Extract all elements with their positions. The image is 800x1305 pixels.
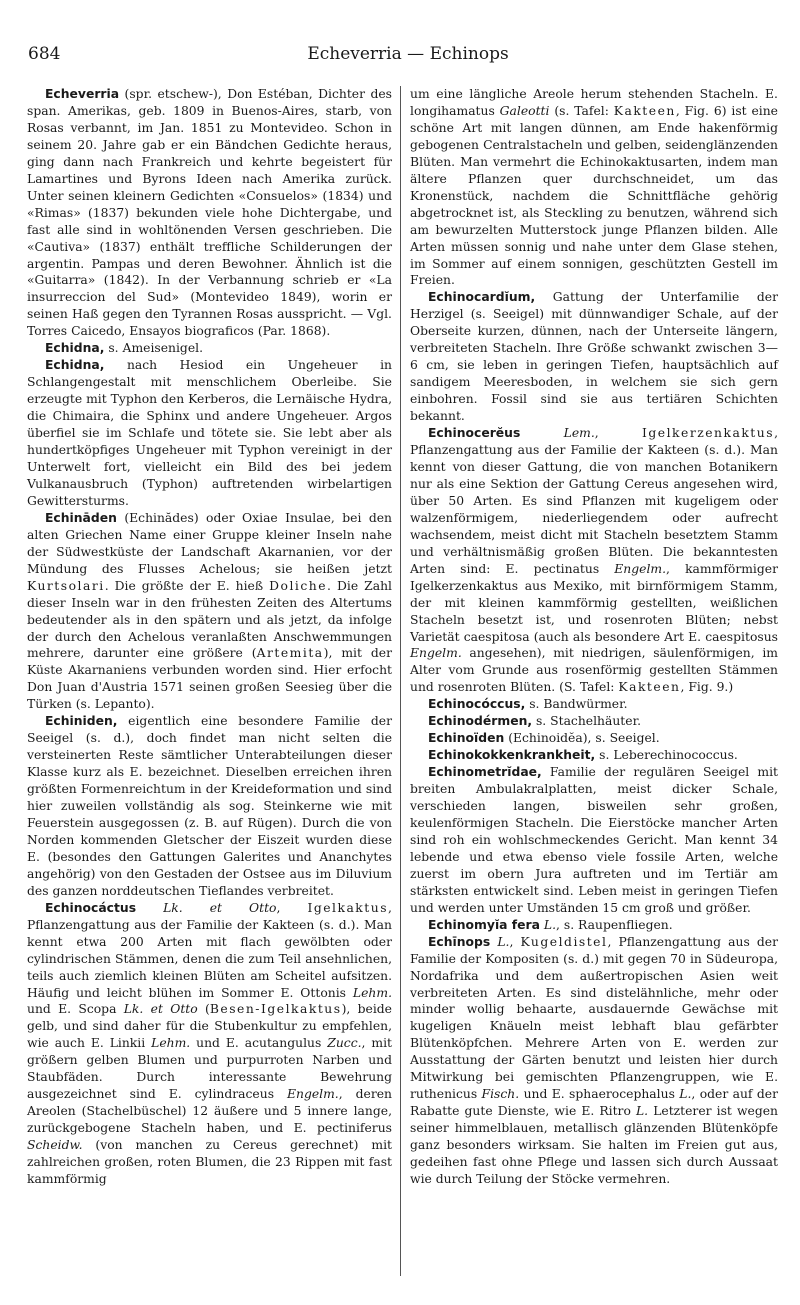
- entry-text: , Fig. 9.): [680, 680, 734, 695]
- entry-italic-text: L.: [497, 934, 510, 949]
- entry-italic-text: Lk. et Otto: [163, 900, 277, 915]
- entry-spaced-text: Igelkaktus: [307, 900, 389, 915]
- entry-headword: Echiniden,: [45, 714, 118, 729]
- entry-text: . Die Zahl dieser Inseln war in den frühesten Zeiten des Altertums bedeutender als in den spätern und als jetzt, da infolge der durch den Achelous veranlaßten Anschwemmungen mehrere, darunter eine größere (: [27, 578, 392, 661]
- entry-text: und E. Scopa: [27, 1002, 124, 1017]
- entry-spaced-text: Besen-Igelkaktus: [209, 1002, 342, 1017]
- dictionary-entry: [410, 289, 778, 425]
- entry-headword: Echidna,: [45, 341, 105, 356]
- dictionary-entry: [410, 730, 778, 747]
- entry-italic-text: L.: [635, 1104, 649, 1119]
- entry-text: eigentlich eine besondere Familie der Seeigel (s. d.), doch findet man nicht selten die versteinerten Reste sämtlicher Unterabteilungen dieser Klasse kurz als E. bezeichnet. Dieselben erreichen ihren größten Formenreichtum in der Kreideformation und sind hier zuweilen vollständig als sog. Steinkerne wie mit Feuerstein ausgegossen (z. B. auf Rügen). Durch die von Norden kommenden Gletscher der Eiszeit wurden diese E. (besondes den Gattungen Galerites und Ananchytes angehörig) von den Gestaden der Ostsee aus im Diluvium des ganzen norddeutschen Tieflandes verbreitet.: [27, 714, 392, 898]
- dictionary-entry: [27, 357, 392, 510]
- dictionary-entry: [27, 900, 392, 1188]
- entry-headword: Echinodérmen,: [428, 714, 533, 729]
- entry-headword: Echinocóccus,: [428, 697, 526, 712]
- entry-text: Gattung der Unterfamilie der Herzigel (s. Seeigel) mit dünnwandiger Schale, auf der Oberseite kurzen, dünnen, nach der Unterseite längern, verbreiteten Stacheln. Ihre Größe schwankt zwischen 3—6 cm, sie leben in geringen Tiefen, hauptsächlich auf sandigem Meeresboden, in welchem sie sich gern einbohren. Fossil sind sie aus tertiären Schichten bekannt.: [410, 290, 778, 424]
- entry-italic-text: Lk. et Otto: [123, 1002, 198, 1017]
- entry-text: angesehen), mit niedrigen, säulenförmigen, im Alter vom Grunde aus rosenförmig gestellten Stämmen und rosenroten Blüten. (S. Tafel:: [410, 646, 778, 695]
- entry-spaced-text: Kurtsolari: [27, 578, 105, 593]
- dictionary-entry: [410, 425, 778, 696]
- entry-text: (: [197, 1002, 210, 1017]
- entry-spaced-text: Kugeldistel: [520, 934, 608, 949]
- entry-headword: Echinoïden: [428, 731, 505, 746]
- entry-text: (spr. etschew-), Don Estéban, Dichter des span. Amerikas, geb. 1809 in Buenos-Aires, starb, von Rosas verbannt, im Jan. 1851 zu Montevideo. Schon in seinem 20. Jahre gab er ein Bändchen Gedichte heraus, ging dann nach Frankreich und kehrte begeistert für Lamartines und Byrons Ideen nach Amerika zurück. Unter seinen kleinern Gedichten «Consuelos» (1834) und «Rimas» (1837) bekunden viele hohe Dichtergabe, und fast alle sind in wohltönenden Versen geschrieben. Die «Cautiva» (1837) enthält treffliche Schilderungen der argentin. Pampas und deren Bewohner. Ähnlich ist die «Guitarra» (1842). In der Verbannung schrieb er «La insurreccion del Sud» (Montevideo 1849), worin er seinen Haß gegen den Tyrannen Rosas ausspricht. — Vgl. Torres Caicedo, Ensayos biograficos (Par. 1868).: [27, 87, 392, 339]
- column-divider: [400, 86, 401, 1276]
- entry-text: und E. acutangulus: [190, 1036, 328, 1051]
- entry-italic-text: Lem.: [563, 426, 595, 441]
- entry-headword: Echīnops: [428, 934, 491, 949]
- entry-text: ,: [509, 934, 521, 949]
- dictionary-entry: [410, 764, 778, 917]
- dictionary-entry: [27, 510, 392, 713]
- entry-text: Letzterer ist wegen seiner himmelblauen, metallisch glänzenden Blütenköpfe ganz besonders wirksam. Sie halten im Freien gut aus, gedeihen fast ohne Pflege und lassen sich durch Aussaat wie durch Teilung der Stöcke vermehren.: [410, 1104, 778, 1186]
- entry-text: nach Hesiod ein Ungeheuer in Schlangengestalt mit menschlichem Oberleibe. Sie erzeugte mit Typhon den Kerberos, die Lernäische Hydra, die Chimaira, die Sphinx und andere Ungeheuer. Argos überfiel sie im Schlafe und tötete sie. Sie lebt aber als hundertköpfiges Ungeheuer mit Typhon vereinigt in der Unterwelt fort, vielleicht ein Bild des bei jedem Vulkanausbruch (Typhon) auftretenden wirbelartigen Gewittersturms.: [27, 358, 392, 508]
- entry-text: , kammförmiger Igelkerzenkaktus aus Mexiko, mit birnförmigem Stamm, der mit kleinen kammförmig gestellten, weißlichen Stacheln besetzt ist, und rosenroten Blüten; nebst Varietät caespitosa (auch als besondere Art E. caespitosus: [410, 561, 778, 644]
- dictionary-entry: [410, 934, 778, 1188]
- entry-text: , Fig. 6) ist eine schöne Art mit langen dünnen, am Ende hakenförmig gebogenen Centralstacheln und gelben, seidenglänzenden Blüten. Man vermehrt die Echinokaktusarten, indem man ältere Pflanzen quer durchschneidet, um das Kronenstück, nachdem die Schnittfläche gehörig abgetrocknet ist, als Steckling zu benutzen, während sich am bewurzelten Mutterstock junge Pflanzen bilden. Alle Arten müssen sonnig und nahe unter dem Glase stehen, im Sommer auf einem sonnigen, geschützten Gestell im Freien.: [410, 103, 778, 288]
- entry-headword: Echinokokkenkrankheit,: [428, 748, 596, 763]
- entry-text: , Pflanzengattung aus der Familie der Kompositen (s. d.) mit gegen 70 in Südeuropa, Nordafrika und dem außertropischen Asien weit verbreiteten Arten. Es sind distelähnliche, mehr oder minder wollig behaarte, ausdauernde Gewächse mit kugeligen Knäueln meist lebhaft blau gefärbter Blütenköpfchen. Mehrere Arten von E. werden zur Ausstattung der Gärten benutzt und leisten hier durch Mitwirkung bei gemischten Pflanzengruppen, wie E. ruthenicus: [410, 934, 778, 1102]
- entry-italic-text: Fisch.: [481, 1087, 520, 1102]
- entry-text: um eine längliche Areole herum stehenden Stacheln. E. longihamatus: [410, 87, 778, 118]
- entry-headword: Echināden: [45, 510, 117, 525]
- dictionary-entry: [27, 86, 392, 340]
- entry-text: s. Leberechinococcus.: [595, 748, 738, 763]
- entry-text: , oder auf der Rabatte gute Dienste, wie E. Ritro: [410, 1087, 778, 1119]
- dictionary-entry: [410, 713, 778, 730]
- running-head: Echeverria — Echinops: [307, 44, 509, 64]
- entry-text: ), mit der Küste Akarnaniens verbunden worden sind. Hier erfocht Don Juan d'Austria 1571 seinen großen Seesieg über die Türken (s. Lepanto).: [27, 646, 392, 712]
- entry-italic-text: Engelm.: [410, 646, 462, 661]
- page-number: 684: [28, 44, 61, 64]
- entry-headword: Echinocerĕus: [428, 426, 521, 441]
- entry-italic-text: Lehm.: [352, 985, 392, 1000]
- entry-text: und E. sphaerocephalus: [519, 1087, 680, 1102]
- entry-text: [520, 426, 563, 440]
- dictionary-entry: [410, 696, 778, 713]
- entry-text: , s. Raupenfliegen.: [556, 917, 673, 932]
- entry-text: (Echinoidĕa), s. Seeigel.: [504, 731, 660, 746]
- entry-text: , Pflanzengattung aus der Familie der Kakteen (s. d.). Man kennt von dieser Gattung, die von manchen Botanikern nur als eine Sektion der Gattung Cereus angesehen wird, über 50 Arten. Es sind Pflanzen mit kugeligem oder walzenförmigem, niederliegendem oder aufrecht wachsendem, meist dicht mit Stacheln besetztem Stamm und verhältnismäßig großen Blüten. Die bekanntesten Arten sind: E. pectinatus: [410, 426, 778, 576]
- entry-italic-text: L.: [543, 917, 557, 932]
- entry-text: (von manchen zu Cereus gerechnet) mit zahlreichen großen, roten Blumen, die 23 Rippen mit fast kammförmig: [27, 1138, 392, 1186]
- left-column: [27, 86, 392, 1188]
- entry-spaced-text: Artemita: [256, 646, 324, 661]
- entry-text: ,: [276, 900, 308, 915]
- entry-text: s. Bandwürmer.: [525, 697, 628, 712]
- entry-text: , deren Areolen (Stachelbüschel) 12 äußere und 5 innere lange, zurückgebogene Stacheln haben, und E. pectiniferus: [27, 1087, 392, 1136]
- entry-italic-text: Zucc.: [327, 1036, 362, 1051]
- entry-text: ), beide gelb, und sind daher für die Stubenkultur zu empfehlen, wie auch E. Linkii: [27, 1002, 392, 1051]
- entry-italic-text: Engelm.: [286, 1087, 339, 1102]
- entry-headword: Echeverria: [45, 87, 120, 101]
- entry-text: , Pflanzengattung aus der Familie der Kakteen (s. d.). Man kennt etwa 200 Arten mit flach gewölbten oder cylindrischen Stämmen, denen die zum Teil ansehnlichen, teils auch ziemlich kleinen Blüten am Scheitel aufsitzen. Häufig und leicht blühen im Sommer E. Ottonis: [27, 900, 392, 1000]
- entry-headword: Echinomyĭa fera: [428, 917, 540, 932]
- entry-spaced-text: Kakteen: [613, 103, 676, 118]
- entry-italic-text: Engelm.: [614, 561, 667, 576]
- entry-text: [136, 901, 163, 915]
- page-header: [28, 44, 788, 70]
- entry-text: ,: [594, 426, 643, 441]
- entry-text: s. Ameisenigel.: [104, 341, 204, 356]
- dictionary-entry: [410, 917, 778, 934]
- entry-text: . Die größte der E. hieß: [104, 578, 270, 593]
- entry-headword: Echinometrĭdae,: [428, 765, 542, 780]
- entry-text: (s. Tafel:: [549, 103, 614, 118]
- entry-text: Familie der regulären Seeigel mit breiten Ambulakralplatten, meist dicker Schale, verschieden langen, bisweilen sehr großen, keulenförmigen Stacheln. Die Eierstöcke mancher Arten sind roh ein wohlschmeckendes Gericht. Man kennt 34 lebende und etwa ebenso viele fossile Arten, welche zuerst im obern Jura auftreten und im Tertiär am stärksten entwickelt sind. Leben meist in geringen Tiefen und werden unter Umständen 15 cm groß und größer.: [410, 765, 778, 915]
- entry-italic-text: Lehm.: [151, 1036, 191, 1051]
- entry-spaced-text: Kakteen: [618, 680, 681, 695]
- entry-spaced-text: Igelkerzenkaktus: [642, 426, 775, 441]
- entry-text: (Echinădes) oder Oxiae Insulae, bei den alten Griechen Name einer Gruppe kleiner Inseln nahe der Südwestküste der Landschaft Akarnanien, vor der Mündung des Flusses Achelous; sie heißen jetzt: [27, 510, 392, 576]
- entry-text: s. Stachelhäuter.: [532, 714, 642, 729]
- dictionary-entry: [27, 340, 392, 357]
- entry-headword: Echidna,: [45, 358, 105, 373]
- entry-spaced-text: Doliche: [269, 578, 328, 593]
- entry-text: , mit größern gelben Blumen und purpurroten Narben und Staubfäden. Durch interessante Bewehrung ausgezeichnet sind E. cylindraceus: [27, 1036, 392, 1102]
- entry-headword: Echinocardĭum,: [428, 290, 536, 305]
- entry-italic-text: Scheidw.: [27, 1138, 83, 1153]
- dictionary-entry: [410, 86, 778, 289]
- dictionary-entry: [27, 713, 392, 899]
- entry-italic-text: L.: [679, 1087, 692, 1102]
- dictionary-entry: [410, 747, 778, 764]
- entry-headword: Echinocáctus: [45, 900, 137, 915]
- right-column: [410, 86, 778, 1188]
- entry-italic-text: Galeotti: [499, 103, 550, 118]
